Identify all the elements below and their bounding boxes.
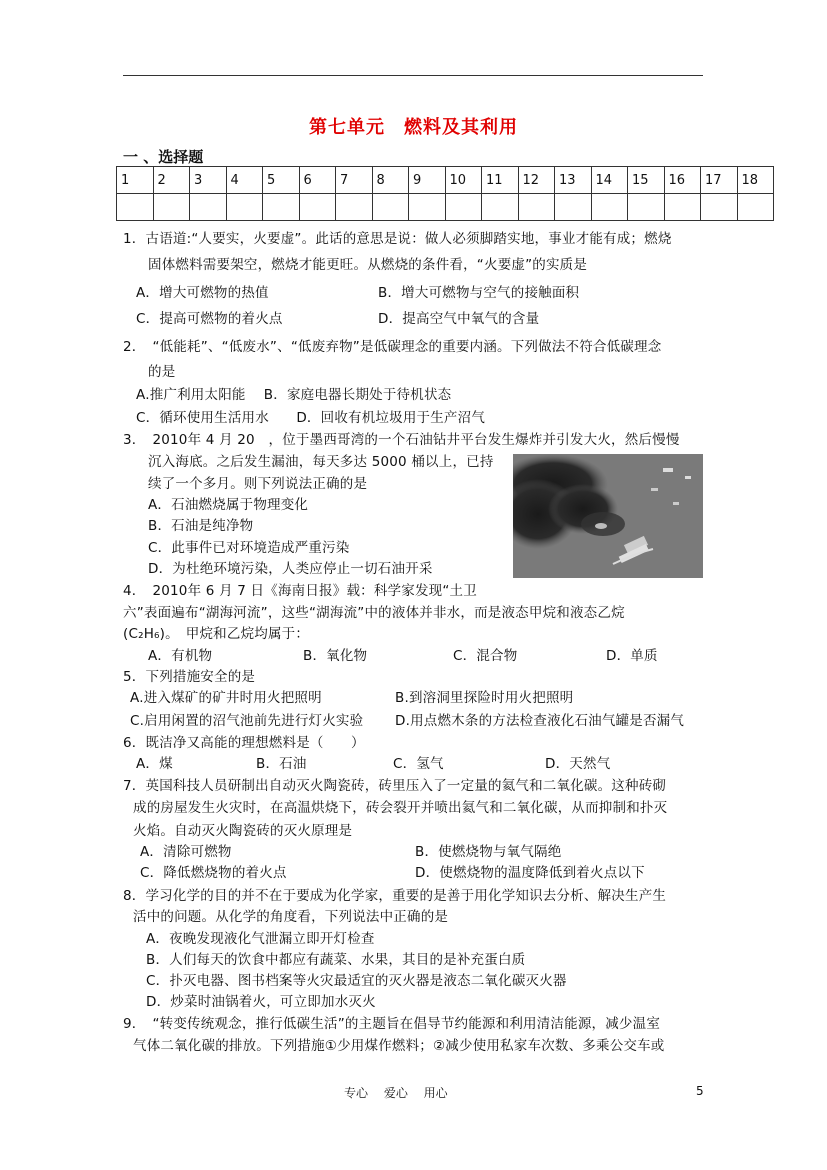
text-line: C．混合物 — [453, 648, 518, 664]
page-title: 第七单元 燃料及其利用 — [309, 117, 518, 138]
answer-blank-cell[interactable] — [518, 194, 555, 221]
text-line: 9． “转变传统观念，推行低碳生活”的主题旨在倡导节约能源和利用清洁能源，减少温室 — [123, 1016, 661, 1032]
answer-blank-cell[interactable] — [445, 194, 482, 221]
text-line: 8．学习化学的目的并不在于要成为化学家，重要的是善于用化学知识去分析、解决生产生 — [123, 888, 667, 904]
oil-spill-photo — [513, 454, 703, 578]
text-line: 5．下列措施安全的是 — [123, 669, 256, 685]
text-line: B．氧化物 — [303, 648, 368, 664]
text-line: 固体燃料需要架空，燃烧才能更旺。从燃烧的条件看，“火要虚”的实质是 — [148, 257, 588, 273]
answer-blank-cell[interactable] — [701, 194, 738, 221]
answer-blank-cell[interactable] — [190, 194, 227, 221]
answer-blank-cell[interactable] — [628, 194, 665, 221]
answer-number-cell: 5 — [263, 167, 300, 194]
text-line: D.用点燃木条的方法检查液化石油气罐是否漏气 — [395, 713, 685, 729]
text-line: C．此事件已对环境造成严重污染 — [148, 540, 350, 556]
oil-spill-photo-graphic — [513, 454, 703, 578]
text-line: C．扑灭电器、图书档案等火灾最适宜的灭火器是液态二氧化碳灭火器 — [146, 973, 567, 989]
answer-number-row — [117, 167, 774, 194]
text-line: 沉入海底。之后发生漏油，每天多达 5000 桶以上，已持 — [148, 454, 494, 470]
answer-number-cell: 7 — [336, 167, 373, 194]
text-line: C．氢气 — [393, 756, 444, 772]
text-line: A．夜晚发现液化气泄漏立即开灯检查 — [146, 931, 375, 947]
text-line: 活中的问题。从化学的角度看，下列说法中正确的是 — [133, 909, 449, 925]
text-line: 6．既洁净又高能的理想燃料是（ ） — [123, 735, 365, 751]
answer-number-cell: 9 — [409, 167, 446, 194]
text-line: 成的房屋发生火灾时，在高温烘烧下，砖会裂开并喷出氦气和二氧化碳，从而抑制和扑灭 — [133, 800, 668, 816]
answer-blank-cell[interactable] — [263, 194, 300, 221]
text-line: 3． 2010年 4 月 20 ，位于墨西哥湾的一个石油钻井平台发生爆炸并引发大火，然后慢慢 — [123, 432, 680, 448]
text-line: 气体二氧化碳的排放。下列措施①少用煤作燃料；②减少使用私家车次数、多乘公交车或 — [133, 1038, 665, 1054]
text-line: C．降低燃烧物的着火点 — [140, 865, 287, 881]
text-line: 4． 2010年 6 月 7 日《海南日报》载：科学家发现“土卫 — [123, 583, 477, 599]
text-line: A．有机物 — [148, 648, 213, 664]
text-line: A．石油燃烧属于物理变化 — [148, 497, 309, 513]
answer-blank-cell[interactable] — [591, 194, 628, 221]
text-line: C．提高可燃物的着火点 — [136, 311, 283, 327]
answer-number-cell: 6 — [299, 167, 336, 194]
answer-blank-cell[interactable] — [336, 194, 373, 221]
text-line: 火焰。自动灭火陶瓷砖的灭火原理是 — [133, 823, 353, 839]
answer-grid — [116, 166, 774, 221]
text-line: 1．古语道:“人要实，火要虚”。此话的意思是说：做人必须脚踏实地，事业才能有成；燃烧 — [123, 231, 672, 247]
answer-blank-cell[interactable] — [117, 194, 154, 221]
answer-blank-cell[interactable] — [664, 194, 701, 221]
text-line: A.进入煤矿的矿井时用火把照明 — [130, 690, 322, 706]
text-line: B．增大可燃物与空气的接触面积 — [378, 285, 580, 301]
answer-blank-cell[interactable] — [153, 194, 190, 221]
answer-number-cell: 16 — [664, 167, 701, 194]
text-line: 2． “低能耗”、“低废水”、“低废弃物”是低碳理念的重要内涵。下列做法不符合低碳理念 — [123, 339, 662, 355]
answer-number-cell: 1 — [117, 167, 154, 194]
answer-blank-cell[interactable] — [299, 194, 336, 221]
section-heading: 一 、选择题 — [123, 148, 204, 166]
header-rule — [123, 75, 703, 76]
text-line: C．循环使用生活用水 D．回收有机垃圾用于生产沼气 — [136, 410, 486, 426]
text-line: A．煤 — [136, 756, 173, 772]
answer-blank-cell[interactable] — [372, 194, 409, 221]
text-line: C.启用闲置的沼气池前先进行灯火实验 — [130, 713, 364, 729]
text-line: A.推广利用太阳能 B．家庭电器长期处于待机状态 — [136, 387, 452, 403]
answer-number-cell: 14 — [591, 167, 628, 194]
text-line: 的是 — [148, 364, 176, 380]
answer-blank-cell[interactable] — [737, 194, 774, 221]
text-line: D．炒菜时油锅着火，可立即加水灭火 — [146, 994, 376, 1010]
answer-blank-row — [117, 194, 774, 221]
text-line: B．使燃烧物与氧气隔绝 — [415, 844, 562, 860]
answer-number-cell: 2 — [153, 167, 190, 194]
text-line: D．天然气 — [545, 756, 611, 772]
text-line: D．单质 — [606, 648, 658, 664]
text-line: A．清除可燃物 — [140, 844, 232, 860]
answer-blank-cell[interactable] — [555, 194, 592, 221]
text-line: (C₂H₆)。 甲烷和乙烷均属于： — [123, 626, 310, 642]
text-line: B．石油 — [256, 756, 307, 772]
text-line: D．为杜绝环境污染，人类应停止一切石油开采 — [148, 561, 433, 577]
page-number: 5 — [696, 1084, 704, 1098]
text-line: 7．英国科技人员研制出自动灭火陶瓷砖，砖里压入了一定量的氦气和二氧化碳。这种砖砌 — [123, 778, 667, 794]
answer-blank-cell[interactable] — [409, 194, 446, 221]
answer-blank-cell[interactable] — [226, 194, 263, 221]
text-line: D．提高空气中氧气的含量 — [378, 311, 540, 327]
answer-number-cell: 18 — [737, 167, 774, 194]
text-line: 续了一个多月。则下列说法正确的是 — [148, 476, 368, 492]
answer-number-cell: 11 — [482, 167, 519, 194]
text-line: D．使燃烧物的温度降低到着火点以下 — [415, 865, 645, 881]
answer-number-cell: 15 — [628, 167, 665, 194]
answer-blank-cell[interactable] — [482, 194, 519, 221]
answer-number-cell: 4 — [226, 167, 263, 194]
answer-number-cell: 17 — [701, 167, 738, 194]
text-line: B.到溶洞里探险时用火把照明 — [395, 690, 574, 706]
answer-number-cell: 10 — [445, 167, 482, 194]
answer-number-cell: 13 — [555, 167, 592, 194]
text-line: B．石油是纯净物 — [148, 518, 254, 534]
text-line: B．人们每天的饮食中都应有蔬菜、水果，其目的是补充蛋白质 — [146, 952, 526, 968]
text-line: A．增大可燃物的热值 — [136, 285, 269, 301]
answer-number-cell: 8 — [372, 167, 409, 194]
footer-motto: 专心 爱心 用心 — [344, 1086, 448, 1100]
answer-number-cell: 3 — [190, 167, 227, 194]
answer-number-cell: 12 — [518, 167, 555, 194]
text-line: 六”表面遍布“湖海河流”，这些“湖海流”中的液体并非水，而是液态甲烷和液态乙烷 — [123, 605, 625, 621]
